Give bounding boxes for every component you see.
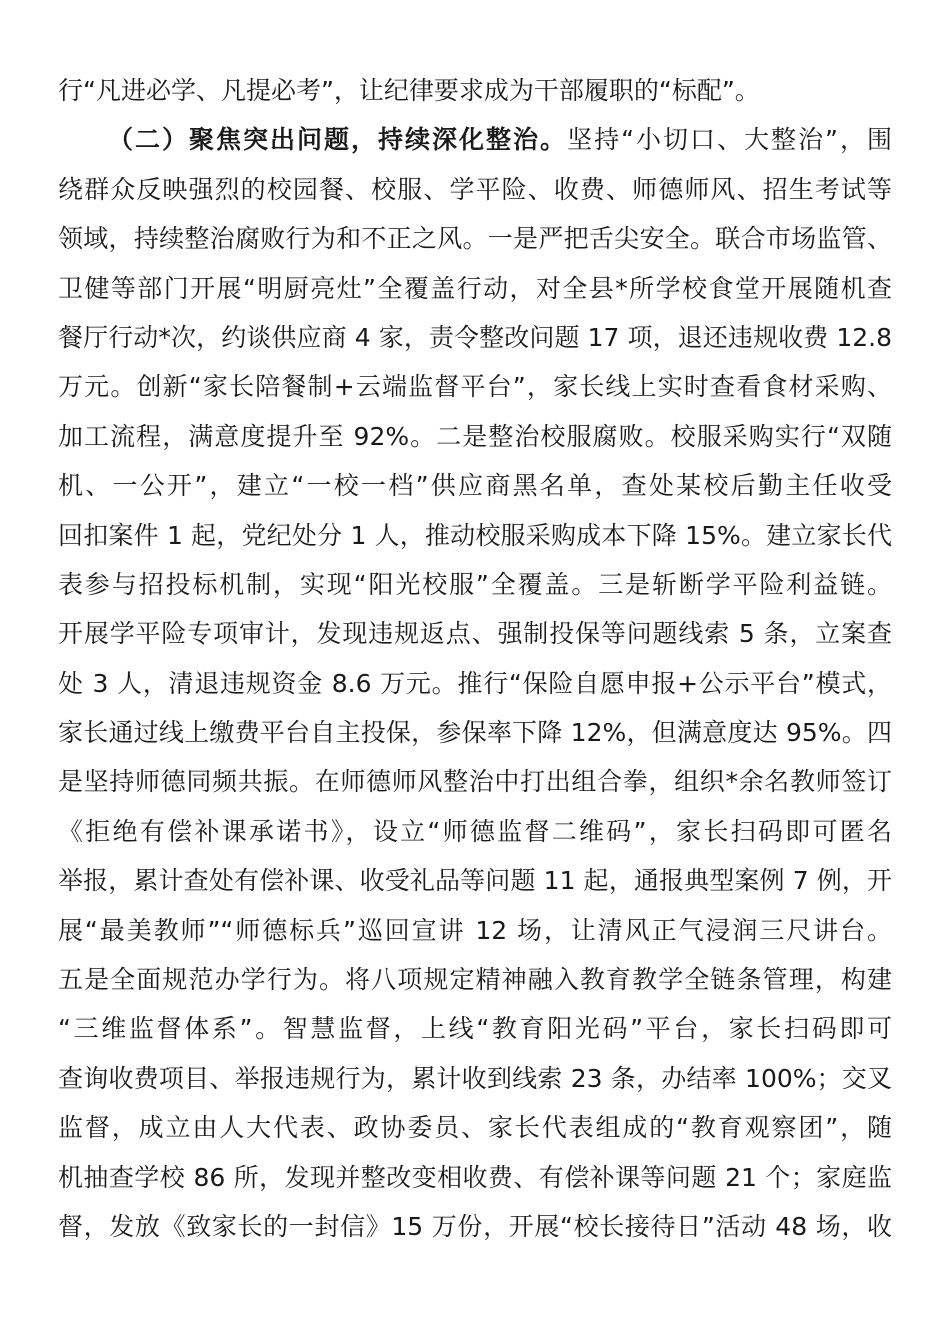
text-line: 加工流程，满意度提升至 92%。二是整治校服腐败。校服采购实行“双随: [58, 421, 892, 451]
section-heading-line: [58, 115, 892, 164]
text-line: 表参与招投标机制，实现“阳光校服”全覆盖。三是斩断学平险利益链。: [58, 569, 892, 599]
text-line: 机、一公开”，建立“一校一档”供应商黑名单，查处某校后勤主任收受: [58, 471, 892, 501]
text-line: 监督，成立由人大代表、政协委员、家长代表组成的“教育观察团”，随: [58, 1113, 892, 1143]
text-line: 回扣案件 1 起，党纪处分 1 人，推动校服采购成本下降 15%。建立家长代: [58, 520, 892, 550]
text-line: 开展学平险专项审计，发现违规返点、强制投保等问题线索 5 条，立案查: [58, 619, 892, 649]
text-line: 领域，持续整治腐败行为和不正之风。一是严把舌尖安全。联合市场监管、: [58, 224, 892, 254]
text-line: 展“最美教师”“师德标兵”巡回宣讲 12 场，让清风正气浸润三尺讲台。: [58, 915, 892, 945]
text-line: 万元。创新“家长陪餐制+云端监督平台”，家长线上实时查看食材采购、: [58, 372, 892, 402]
text-line: 《拒绝有偿补课承诺书》，设立“师德监督二维码”，家长扫码即可匿名: [58, 816, 892, 846]
section-heading: （二）聚焦突出问题，持续深化整治。: [108, 125, 568, 155]
text-line: 处 3 人，清退违规资金 8.6 万元。推行“保险自愿申报+公示平台”模式，: [58, 668, 892, 698]
text-line: 是坚持师德同频共振。在师德师风整治中打出组合拳，组织*余名教师签订: [58, 767, 892, 797]
text-line: “三维监督体系”。智慧监督，上线“教育阳光码”平台，家长扫码即可: [58, 1014, 892, 1044]
text-line: 家长通过线上缴费平台自主投保，参保率下降 12%，但满意度达 95%。四: [58, 718, 892, 748]
text-line: 查询收费项目、举报违规行为，累计收到线索 23 条，办结率 100%；交叉: [58, 1063, 892, 1093]
text-line: 绕群众反映强烈的校园餐、校服、学平险、收费、师德师风、招生考试等: [58, 174, 892, 204]
text-line: 机抽查学校 86 所，发现并整改变相收费、有偿补课等问题 21 个；家庭监: [58, 1162, 892, 1192]
text-line: 举报，累计查处有偿补课、收受礼品等问题 11 起，通报典型案例 7 例，开: [58, 866, 892, 896]
text-line: 五是全面规范办学行为。将八项规定精神融入教育教学全链条管理，构建: [58, 965, 892, 995]
document-body: [58, 66, 892, 1251]
text-line: 督，发放《致家长的一封信》15 万份，开展“校长接待日”活动 48 场，收: [58, 1211, 892, 1241]
text-line: 餐厅行动*次，约谈供应商 4 家，责令整改问题 17 项，退还违规收费 12.8: [58, 322, 892, 352]
section-heading-continuation: 坚持“小切口、大整治”，围: [567, 125, 892, 155]
text-line: 卫健等部门开展“明厨亮灶”全覆盖行动，对全县*所学校食堂开展随机查: [58, 273, 892, 303]
text-line: 行“凡进必学、凡提必考”，让纪律要求成为干部履职的“标配”。: [58, 76, 760, 105]
